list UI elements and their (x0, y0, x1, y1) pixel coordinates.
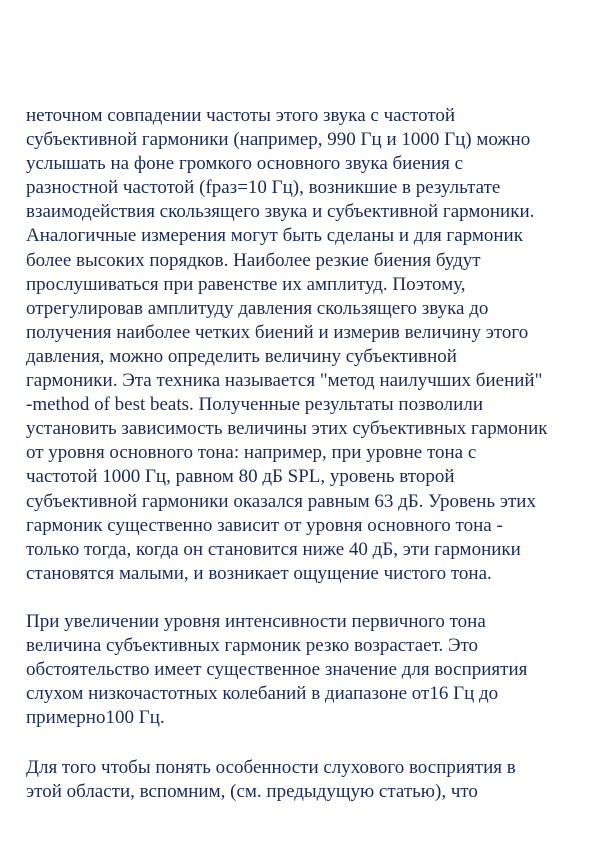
text-line: разностной частотой (fраз=10 Гц), возникшие в результате (26, 177, 501, 199)
text-line: примерно100 Гц. (26, 707, 165, 729)
text-line: только тогда, когда он становится ниже 40 дБ, эти гармоники (26, 538, 521, 560)
paragraph-1 (26, 104, 571, 586)
text-line: При увеличении уровня интенсивности первичного тона (26, 611, 486, 632)
paragraph-2 (26, 610, 571, 730)
text-line: Аналогичные измерения могут быть сделаны и для гармоник (26, 225, 523, 247)
text-line: обстоятельство имеет существенное значение для восприятия (26, 659, 528, 681)
text-line: Для того чтобы понять особенности слухового восприятия в (26, 757, 516, 778)
text-line: от уровня основного тона: например, при уровне тона с (26, 442, 477, 464)
text-line: неточном совпадении частоты этого звука с частотой (26, 105, 456, 126)
text-line: услышать на фоне громкого основного звука биения с (26, 153, 464, 175)
text-line: гармоник существенно зависит от уровня основного тона - (26, 514, 503, 536)
text-line: частотой 1000 Гц, равном 80 дБ SPL, уровень второй (26, 466, 455, 488)
text-line: гармоники. Эта техника называется "метод наилучших биений" (26, 370, 543, 392)
text-line: субъективной гармоники (например, 990 Гц и 1000 Гц) можно (26, 129, 531, 151)
text-line: давления, можно определить величину субъективной (26, 345, 457, 367)
text-line: становятся малыми, и возникает ощущение чистого тона. (26, 562, 492, 584)
text-line: взаимодействия скользящего звука и субъективной гармоники. (26, 201, 535, 223)
text-line: -method of best beats. Полученные результаты позволили (26, 394, 483, 416)
text-line: получения наиболее четких биений и измерив величину этого (26, 321, 529, 343)
text-line: установить зависимость величины этих субъективных гармоник (26, 418, 548, 440)
text-line: этой области, вспомним, (см. предыдущую статью), что (26, 781, 478, 803)
text-line: более высоких порядков. Наиболее резкие биения будут (26, 249, 481, 271)
text-line: величина субъективных гармоник резко возрастает. Это (26, 635, 479, 657)
text-line: слухом низкочастотных колебаний в диапазоне от16 Гц до (26, 683, 499, 705)
text-line: субъективной гармоники оказался равным 63 дБ. Уровень этих (26, 490, 536, 512)
text-line: прослушиваться при равенстве их амплитуд. Поэтому, (26, 273, 466, 295)
text-line: отрегулировав амплитуду давления скользящего звука до (26, 297, 489, 319)
paragraph-3 (26, 756, 571, 804)
